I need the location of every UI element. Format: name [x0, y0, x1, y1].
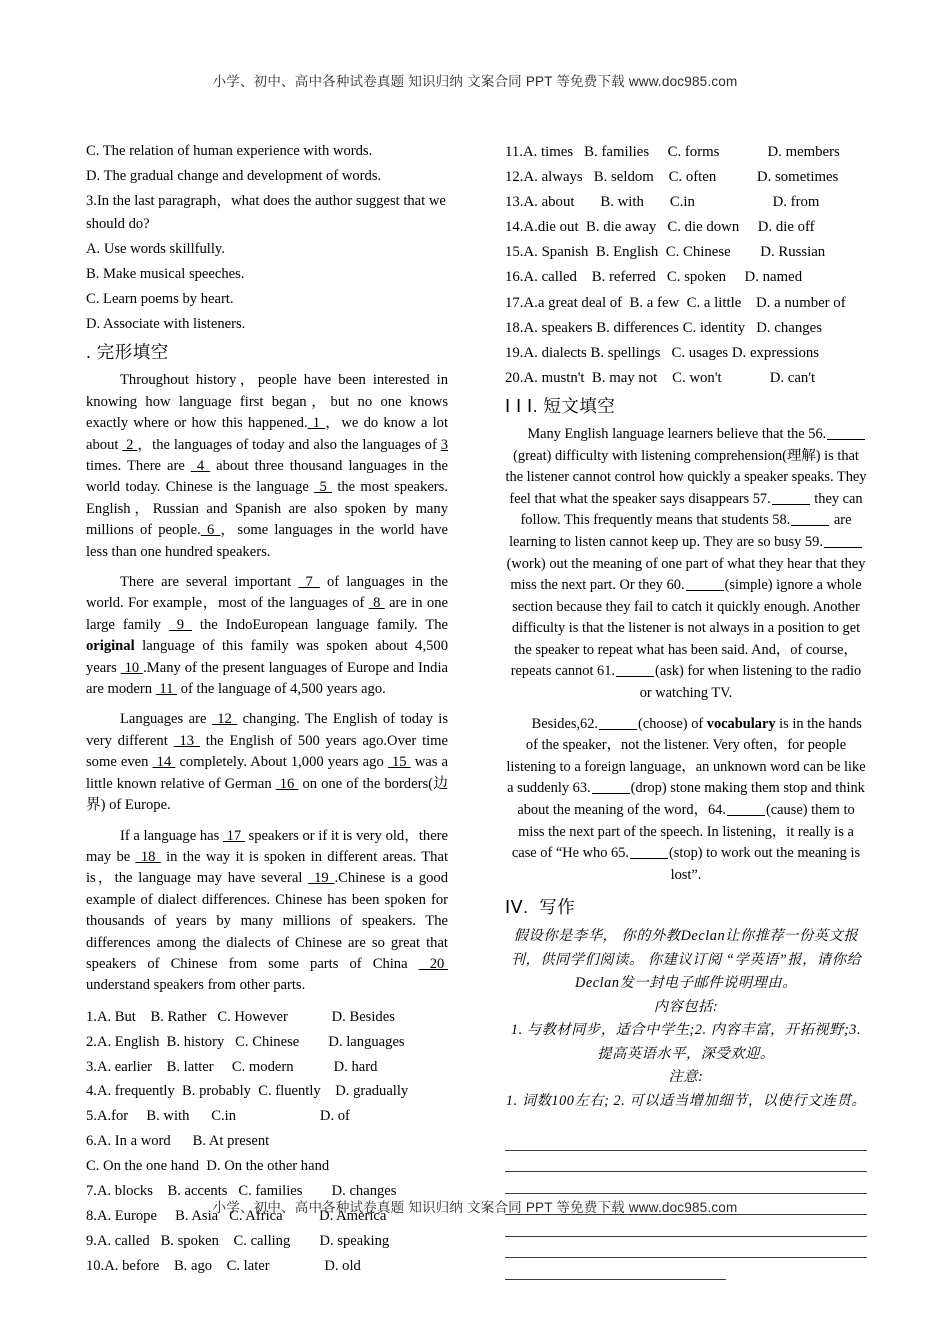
cloze-paragraph-1: Throughout history，people have been interested in knowing how language first began，but no one knows exactly where or how this happened. 1 ，we do know a lot about 2 ，the languages of today and also the languages of 3 times. There are 4 about three thousand languages in the world today. Chinese is the language 5 the most speakers. English，Russian and Spanish are also spoken by many millions of people. 6 ，some languages in the world have less than one hundred speakers. — [86, 372, 449, 560]
answer-gap-63[interactable] — [592, 793, 630, 794]
cloze-option-row-20[interactable]: 20.A. mustn't B. may not C. won't D. can't — [505, 369, 816, 386]
cloze-option-row-2[interactable]: 2.A. English B. history C. Chinese D. languages — [86, 1033, 405, 1050]
cloze-option-row-4[interactable]: 4.A. frequently B. probably C. fluently D. gradually — [86, 1083, 409, 1100]
writing-line-last[interactable] — [505, 1258, 726, 1280]
answer-gap-65[interactable] — [630, 858, 668, 859]
answer-gap-59[interactable] — [824, 547, 862, 548]
watermark-header: 小学、初中、高中各种试卷真题 知识归纳 文案合同 PPT 等免费下载 www.doc985.com — [212, 74, 738, 89]
cloze-option-row-6[interactable]: 6.A. In a word B. At present — [86, 1133, 270, 1150]
q3-choice-a: A. Use words skillfully. — [86, 241, 225, 258]
cloze-option-row-11[interactable]: 11.A. times B. families C. forms D. members — [505, 144, 840, 160]
q3-choice-b: B. Make musical speeches. — [86, 265, 245, 282]
writing-line[interactable] — [505, 1129, 867, 1151]
writing-notes-label: 注意: — [668, 1069, 704, 1086]
answer-gap-61[interactable] — [616, 676, 654, 677]
cloze-option-row-18[interactable]: 18.A. speakers B. differences C. identity D. changes — [505, 319, 822, 336]
q3-choice-c: C. Learn poems by heart. — [86, 290, 234, 307]
reading-choice-c: C. The relation of human experience with words. — [86, 143, 373, 159]
cloze-paragraph-3: Languages are 12 changing. The English of today is very different 13 the English of 500 years ago.Over time some even 14 completely. About 1,000 years ago 15 was a little known relative of German 16 on one of the borders(边界) of Europe. — [86, 711, 449, 814]
section-heading-writing: ⅠⅤ. 写作 — [505, 897, 576, 918]
answer-gap-60[interactable] — [686, 590, 724, 591]
writing-line[interactable] — [505, 1151, 867, 1173]
cloze-option-row-10[interactable]: 10.A. before B. ago C. later D. old — [86, 1257, 361, 1274]
cloze-option-row-15[interactable]: 15.A. Spanish B. English C. Chinese D. Russian — [505, 244, 826, 261]
answer-gap-62[interactable] — [599, 729, 637, 730]
cloze-paragraph-4: If a language has 17 speakers or if it is very old，there may be 18 in the way it is spoken in different areas. That is，the language may have several 19 .Chinese is a good example of dialect differences. Chinese has been spoken for thousands of years by many millions of speakers. The differences among the dialects of Chinese are so great that speakers of Chinese from some parts of China 20 understand speakers from other parts. — [86, 827, 449, 994]
cloze-passage — [86, 370, 448, 996]
section-heading-cloze: . 完形填空 — [86, 342, 169, 363]
cloze-option-row-1[interactable]: 1.A. But B. Rather C. However D. Besides — [86, 1008, 395, 1025]
writing-prompt: 假设你是李华， 你的外教Declan让你推荐一份英文报刊，供同学们阅读。 你建议订阅 “学英语”报，请你给Declan发一封电子邮件说明理由。 — [510, 928, 862, 992]
writing-line[interactable] — [505, 1215, 867, 1237]
writing-line[interactable] — [505, 1237, 867, 1259]
reading-choice-d: D. The gradual change and development of words. — [86, 167, 382, 184]
q3-choice-d: D. Associate with listeners. — [86, 315, 246, 332]
cloze-option-row-8[interactable]: 8.A. Europe B. Asia C. Africa D. America — [86, 1208, 387, 1224]
cloze-option-row-19[interactable]: 19.A. dialects B. spellings C. usages D. expressions — [505, 344, 819, 361]
cloze-option-row-7[interactable]: 7.A. blocks B. accents C. families D. changes — [86, 1183, 397, 1200]
answer-gap-64[interactable] — [727, 815, 765, 816]
reading-question-3: 3.In the last paragraph，what does the author suggest that we should do? — [86, 192, 446, 233]
writing-line[interactable] — [505, 1172, 867, 1194]
cloze-option-row-17[interactable]: 17.A.a great deal of B. a few C. a little D. a number of — [505, 294, 846, 311]
cloze-option-row-13[interactable]: 13.A. about B. with C.in D. from — [505, 194, 820, 211]
fill-blank-passage — [505, 424, 867, 886]
cloze-option-row-6b[interactable]: C. On the one hand D. On the other hand — [86, 1158, 330, 1175]
watermark-footer: 小学、初中、高中各种试卷真题 知识归纳 文案合同 PPT 等免费下载 www.doc985.com — [212, 1200, 738, 1215]
writing-contents-label: 内容包括: — [653, 998, 719, 1015]
cloze-option-row-9[interactable]: 9.A. called B. spoken C. calling D. speaking — [86, 1232, 390, 1249]
cloze-option-row-3[interactable]: 3.A. earlier B. latter C. modern D. hard — [86, 1058, 378, 1075]
cloze-option-row-5[interactable]: 5.A.for B. with C.in D. of — [86, 1108, 350, 1125]
answer-gap-57[interactable] — [772, 504, 810, 505]
cloze-option-row-14[interactable]: 14.A.die out B. die away C. die down D. die off — [505, 219, 815, 236]
writing-contents-body: 1. 与教材同步，适合中学生;2. 内容丰富，开拓视野;3. 提高英语水平，深受欢迎。 — [510, 1022, 862, 1062]
fill-blank-paragraph-2: Besides,62. (choose) of vocabulary is in the hands of the speaker，not the listener. Very often，for people listening to a foreign language，an unknown word can be like a suddenly 63. (drop) stone making them stop and think about the meaning of the word，64. (cause) them to miss the next part of the speech. In listening，it really is a case of “He who 65. (stop) to work out the meaning is lost”. — [506, 715, 866, 883]
cloze-options-left — [86, 1006, 448, 1279]
cloze-options-right — [505, 140, 867, 390]
cloze-option-row-12[interactable]: 12.A. always B. seldom C. often D. sometimes — [505, 169, 839, 186]
answer-gap-56[interactable] — [827, 439, 865, 440]
fill-blank-paragraph-1: Many English language learners believe that the 56.(great) difficulty with listening comprehension(理解) is that the listener cannot control how quickly a speaker speaks. They feel that what the speaker says disappears 57. they can follow. This frequently means that students 58. are learning to listen cannot keep up. They are so busy 59.(work) out the meaning of one part of what they hear that they miss the next part. Or they 60. (simple) ignore a whole section because they fail to catch it quickly enough. Another difficulty is that the listener is not always in a position to get the speaker to repeat what has been said. And，of course，repeats cannot 61. (ask) for when listening to the radio or watching TV. — [505, 425, 867, 702]
right-column — [505, 140, 867, 1280]
cloze-option-row-16[interactable]: 16.A. called B. referred C. spoken D. named — [505, 269, 803, 286]
answer-gap-58[interactable] — [791, 525, 829, 526]
left-column — [86, 140, 448, 1280]
section-heading-fill-blank: Ⅰ Ⅰ Ⅰ. 短文填空 — [505, 395, 616, 416]
writing-prompt-block — [505, 925, 867, 1113]
cloze-paragraph-2: There are several important 7 of languages in the world. For example，most of the languages of 8 are in one large family 9 the IndoEuropean language family. The original language of this family was spoken about 4,500 years 10 .Many of the present languages of Europe and India are modern 11 of the language of 4,500 years ago. — [86, 574, 449, 698]
writing-notes-body: 1. 词数100左右; 2. 可以适当增加细节，以使行文连贯。 — [505, 1092, 867, 1109]
